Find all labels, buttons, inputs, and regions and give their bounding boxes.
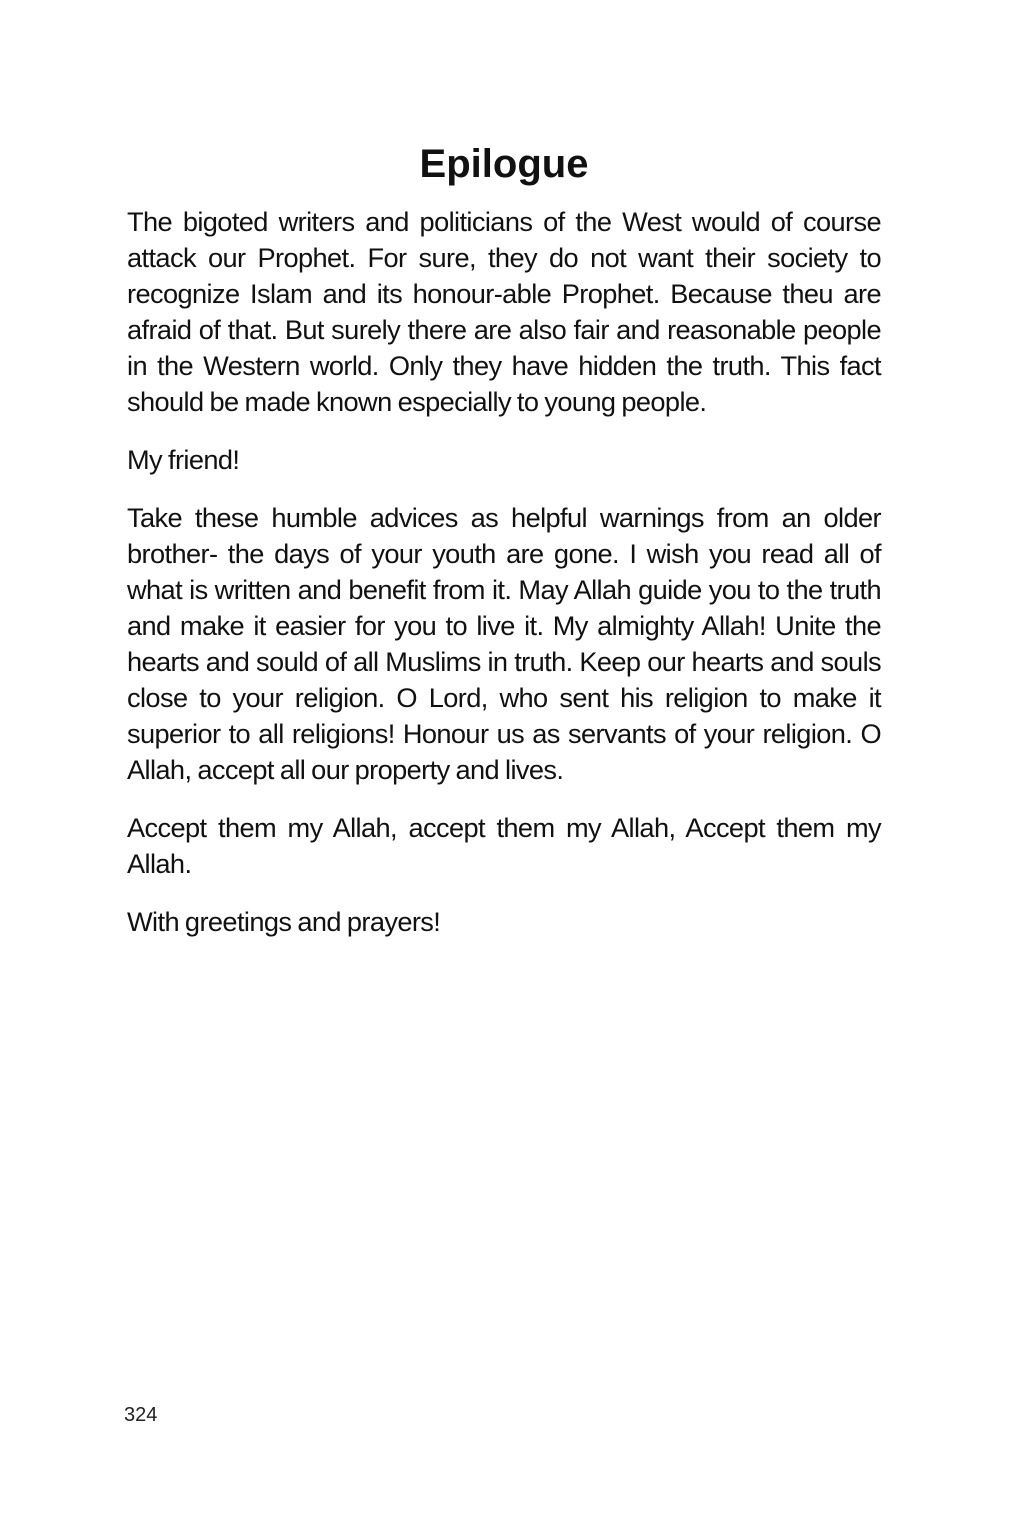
page-number: 324 [124, 1404, 158, 1426]
paragraph-greeting: My friend! [127, 444, 240, 475]
page-title: Epilogue [419, 142, 589, 186]
paragraph-intro: The bigoted writers and politicians of the West would of course attack our Prophet. For sure, they do not want their society to recognize Islam and its honour-able Prophet. Because theu are afraid of that. But surely there are also fair and reasonable people in the Western world. Only they have hidden the truth. This fact should be made known especially to young people. [127, 206, 881, 417]
paragraph-advice: Take these humble advices as helpful warnings from an older brother- the days of your youth are gone. I wish you read all of what is written and benefit from it. May Allah guide you to the truth and make it easier for you to live it. My almighty Allah! Unite the hearts and sould of all Muslims in truth. Keep our hearts and souls close to your religion. O Lord, who sent his religion to make it superior to all religions! Honour us as servants of your religion. O Allah, accept all our property and lives. [127, 502, 881, 785]
paragraph-prayer: Accept them my Allah, accept them my Allah, Accept them my Allah. [127, 812, 881, 879]
page-content [127, 138, 881, 962]
paragraph-closing: With greetings and prayers! [127, 906, 441, 937]
